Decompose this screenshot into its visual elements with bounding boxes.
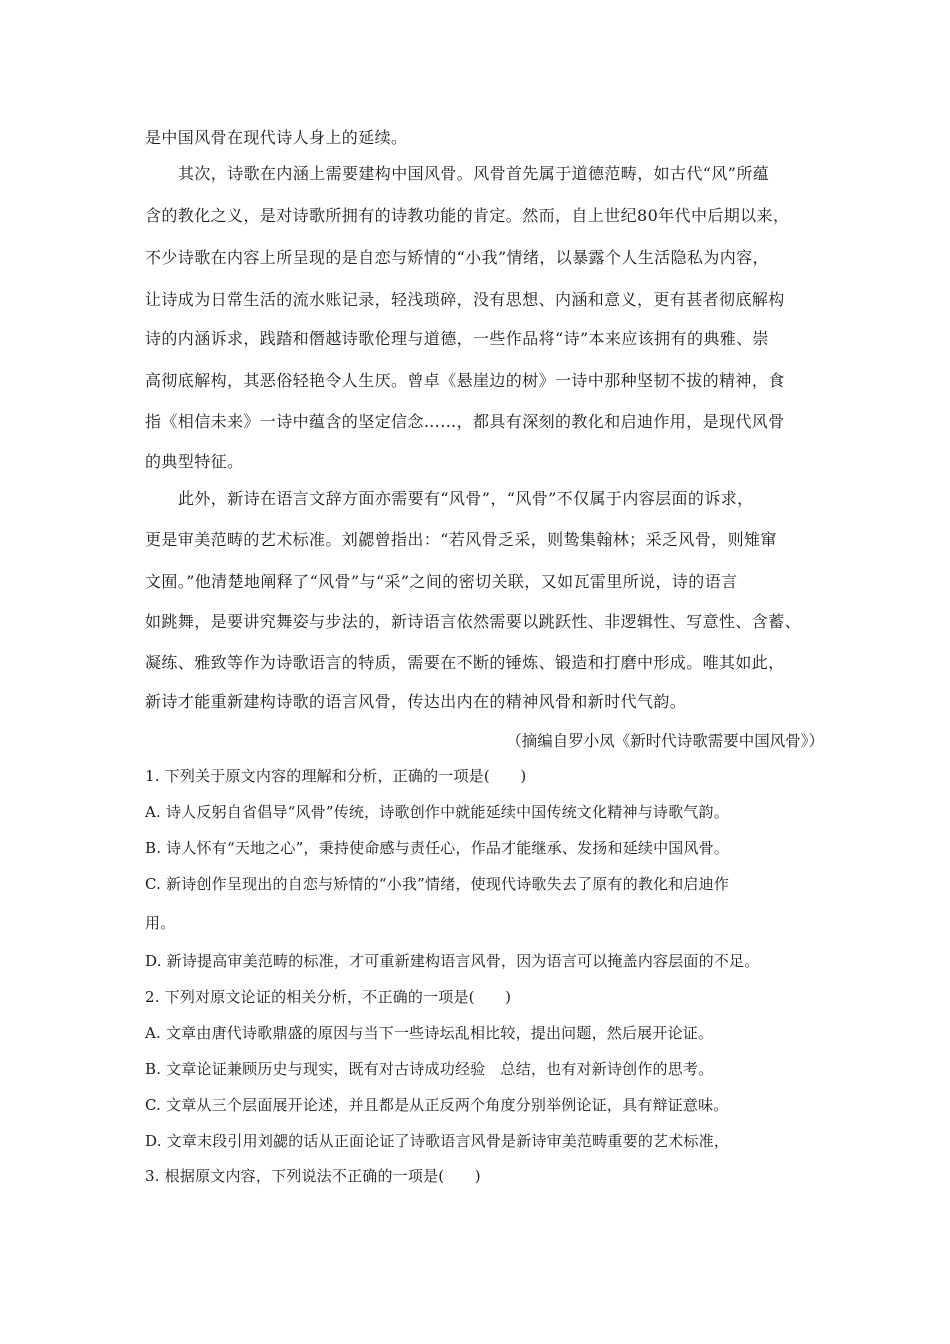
passage-line: 文囿。”他清楚地阐释了“风骨”与“采”之间的密切关联，又如瓦雷里所说，诗的语言 xyxy=(145,572,738,591)
question-2-stem: 2. 下列对原文论证的相关分析，不正确的一项是( ) xyxy=(145,988,512,1006)
question-3-stem: 3. 根据原文内容，下列说法不正确的一项是( ) xyxy=(145,1167,481,1185)
question-2-option-c: C. 文章从三个层面展开论述，并且都是从正反两个角度分别举例论证，具有辩证意味。 xyxy=(145,1096,729,1114)
passage-line: 高彻底解构，其恶俗轻艳令人生厌。曾卓《悬崖边的树》一诗中那种坚韧不拔的精神，食 xyxy=(145,371,785,390)
question-1-option-d: D. 新诗提高审美范畴的标准，才可重新建构语言风骨，因为语言可以掩盖内容层面的不足。 xyxy=(145,952,760,970)
passage-line: 不少诗歌在内容上所呈现的是自恋与矫情的“小我”情绪，以暴露个人生活隐私为内容， xyxy=(145,248,769,267)
passage-line: 凝练、雅致等作为诗歌语言的特质，需要在不断的锤炼、锻造和打磨中形成。唯其如此， xyxy=(145,653,785,672)
passage-line: 此外，新诗在语言文辞方面亦需要有“风骨”，“风骨”不仅属于内容层面的诉求， xyxy=(178,489,754,508)
passage-line: 让诗成为日常生活的流水账记录，轻浅琐碎，没有思想、内涵和意义，更有甚者彻底解构 xyxy=(145,290,785,309)
passage-line: 更是审美范畴的艺术标准。刘勰曾指出：“若风骨乏采，则鸷集翰林；采乏风骨，则雉窜 xyxy=(145,530,777,549)
passage-line: 如跳舞，是要讲究舞姿与步法的，新诗语言依然需要以跳跃性、非逻辑性、写意性、含蓄、 xyxy=(145,612,802,631)
question-2-option-a: A. 文章由唐代诗歌鼎盛的原因与当下一些诗坛乱相比较，提出问题，然后展开论证。 xyxy=(145,1024,714,1042)
question-1-option-a: A. 诗人反躬自省倡导“风骨”传统，诗歌创作中就能延续中国传统文化精神与诗歌气韵。 xyxy=(145,803,729,821)
question-2-option-b: B. 文章论证兼顾历史与现实，既有对古诗成功经验 总结，也有对新诗创作的思考。 xyxy=(145,1060,714,1078)
question-1-stem: 1. 下列关于原文内容的理解和分析，正确的一项是( ) xyxy=(145,767,527,785)
question-1-option-c-cont: 用。 xyxy=(145,914,176,932)
passage-line: 其次，诗歌在内涵上需要建构中国风骨。风骨首先属于道德范畴，如古代“风”所蕴 xyxy=(178,164,770,183)
passage-line: 的典型特征。 xyxy=(145,452,244,471)
question-2-option-d: D. 文章末段引用刘勰的话从正面论证了诗歌语言风骨是新诗审美范畴重要的艺术标准， xyxy=(145,1132,730,1150)
passage-line: 新诗才能重新建构诗歌的语言风骨，传达出内在的精神风骨和新时代气韵。 xyxy=(145,692,687,711)
passage-line: 诗的内涵诉求，践踏和僭越诗歌伦理与道德，一些作品将“诗”本来应该拥有的典雅、崇 xyxy=(145,329,769,348)
passage-line: 是中国风骨在现代诗人身上的延续。 xyxy=(145,128,408,147)
passage-line: 含的教化之义，是对诗歌所拥有的诗教功能的肯定。然而，自上世纪80年代中后期以来， xyxy=(145,206,790,225)
question-1-option-b: B. 诗人怀有“天地之心”，秉持使命感与责任心，作品才能继承、发扬和延续中国风骨。 xyxy=(145,839,730,857)
question-1-option-c: C. 新诗创作呈现出的自恋与矫情的“小我”情绪，使现代诗歌失去了原有的教化和启迪作 xyxy=(145,875,730,893)
passage-line: 指《相信未来》一诗中蕴含的坚定信念……，都具有深刻的教化和启迪作用，是现代风骨 xyxy=(145,412,785,431)
source-citation: （摘编自罗小凤《新时代诗歌需要中国风骨》） xyxy=(506,732,824,750)
